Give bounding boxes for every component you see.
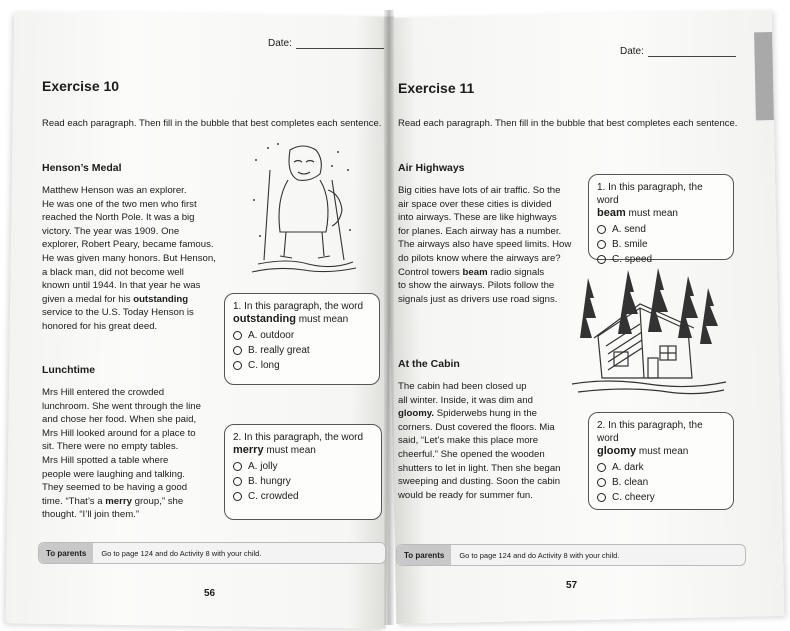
option-label: A. jolly (248, 461, 278, 472)
text-line: would be ready for summer fun. (398, 489, 533, 501)
to-parents-text: Go to page 124 and do Activity 8 with your child. (459, 550, 620, 560)
bold-vocab-word: merry (105, 495, 132, 507)
bold-vocab-word: outstanding (133, 293, 189, 305)
question-prompt: 1. In this paragraph, the word (597, 182, 703, 206)
answer-bubble[interactable] (597, 255, 606, 264)
answer-bubble[interactable] (597, 463, 606, 472)
exercise-title-left: Exercise 10 (42, 78, 120, 94)
paragraph-lunchtime (42, 386, 232, 522)
text-fragment: Spiderwebs hung in the (436, 408, 538, 420)
text-line: He was given many honors. But Henson, (42, 252, 216, 264)
text-line: Mrs Hill looked around for a place to (42, 427, 196, 439)
option-label: B. clean (612, 477, 649, 488)
section-heading-at-the-cabin: At the Cabin (398, 358, 460, 370)
text-line: honored for his great deed. (42, 320, 158, 332)
vocab-word: merry (233, 444, 264, 456)
text-line: a black man, did not become well (42, 266, 184, 278)
text-line: and chose her food. When she paid, (42, 414, 197, 426)
date-line[interactable] (296, 38, 384, 49)
page-number-right: 57 (566, 580, 578, 591)
date-label: Date: (268, 38, 292, 49)
answer-option-c[interactable] (233, 491, 373, 502)
text-line: signals just as drivers use road signs. (398, 293, 558, 305)
section-heading-hensons-medal: Henson’s Medal (42, 162, 122, 174)
page-number-left: 56 (204, 588, 216, 599)
text-line: for planes. Each airway has a number. (398, 225, 562, 237)
text-line: do pilots know where the airways are? (398, 252, 561, 264)
text-line: thought. “I’ll join them.” (42, 509, 140, 521)
paragraph-air-highways (398, 184, 588, 306)
option-label: B. hungry (248, 476, 291, 487)
text-line (42, 495, 232, 509)
text-line: Mrs Hill entered the crowded (42, 387, 165, 398)
text-line: They seemed to be having a good (42, 482, 188, 494)
answer-bubble[interactable] (233, 361, 242, 370)
answer-option-b[interactable] (233, 476, 373, 487)
text-line: The cabin had been closed up (398, 381, 527, 392)
question-prompt: 2. In this paragraph, the word (597, 420, 703, 444)
answer-bubble[interactable] (597, 225, 606, 234)
answer-option-c[interactable] (597, 254, 725, 265)
question-box-2-left (224, 424, 382, 520)
exercise-title-right: Exercise 11 (398, 80, 475, 96)
answer-bubble[interactable] (597, 493, 606, 502)
option-label: C. long (248, 360, 280, 371)
option-label: A. send (612, 224, 646, 235)
answer-bubble[interactable] (597, 240, 606, 249)
to-parents-bar-right (396, 544, 746, 566)
to-parents-text: Go to page 124 and do Activity 8 with your child. (101, 548, 262, 558)
text-fragment: time. “That’s a (42, 495, 103, 507)
text-line: The airways also have speed limits. How (398, 239, 572, 251)
question-box-1-left (224, 293, 380, 385)
text-fragment: group,” she (134, 495, 184, 507)
question-suffix: must mean (628, 208, 678, 219)
answer-bubble[interactable] (597, 478, 606, 487)
answer-bubble[interactable] (233, 477, 242, 486)
text-line: Mrs Hill spotted a table where (42, 454, 169, 466)
text-line: to show the airways. Pilots follow the (398, 280, 555, 292)
paragraph-at-the-cabin (398, 380, 594, 502)
text-line: shutters to let in light. Then she began (398, 462, 561, 474)
page-edge-tab (754, 32, 774, 120)
text-line: sit. There were no empty tables. (42, 441, 179, 453)
text-fragment: radio signals (490, 266, 545, 278)
text-line (398, 266, 588, 280)
question-suffix: must mean (298, 314, 349, 325)
answer-bubble[interactable] (233, 331, 242, 340)
option-label: C. cheery (612, 492, 655, 503)
vocab-word: outstanding (233, 313, 296, 325)
instructions-right: Read each paragraph. Then fill in the bubble that best completes each sentence. (398, 118, 738, 129)
text-line: cheerful.” She opened the wooden (398, 448, 545, 460)
text-line: into airways. These are like highways (398, 212, 557, 224)
question-line (597, 207, 725, 220)
explorer-illustration (248, 140, 358, 275)
text-fragment: Control towers (398, 266, 460, 278)
date-label: Date: (620, 46, 644, 57)
date-line[interactable] (648, 46, 736, 57)
answer-option-a[interactable] (597, 462, 725, 473)
text-line: all winter. Inside, it was dim and (398, 394, 533, 406)
section-heading-air-highways: Air Highways (398, 162, 465, 174)
question-line (597, 445, 725, 458)
text-line: Matthew Henson was an explorer. (42, 185, 187, 196)
text-line: sweeping and dusting. Soon the cabin (398, 476, 561, 488)
question-box-2-right (588, 412, 734, 510)
text-line: explorer, Robert Peary, became famous. (42, 239, 214, 251)
answer-bubble[interactable] (233, 462, 242, 471)
answer-option-a[interactable] (597, 224, 725, 235)
vocab-word: beam (597, 207, 626, 219)
answer-option-c[interactable] (597, 492, 725, 503)
text-line: lunchroom. She went through the line (42, 400, 201, 412)
answer-bubble[interactable] (233, 346, 242, 355)
option-label: B. really great (248, 345, 310, 356)
to-parents-bar-left (38, 542, 386, 564)
text-line: victory. The year was 1909. One (42, 225, 180, 237)
instructions-left: Read each paragraph. Then fill in the bubble that best completes each sentence. (42, 118, 382, 129)
answer-option-c[interactable] (233, 360, 371, 371)
question-line (233, 444, 373, 457)
to-parents-tag: To parents (39, 543, 93, 563)
text-line: service to the U.S. Today Henson is (42, 307, 194, 319)
answer-option-b[interactable] (597, 477, 725, 488)
text-line: corners. Dust covered the floors. Mia (398, 421, 555, 433)
answer-option-a[interactable] (233, 330, 371, 341)
question-prompt: 2. In this paragraph, the word (233, 432, 364, 443)
question-line (233, 313, 371, 326)
text-line: said, “Let’s make this place more (398, 435, 539, 447)
question-prompt: 1. In this paragraph, the word (233, 301, 364, 312)
date-field-right[interactable] (620, 46, 736, 57)
text-line: air space over these cities is divided (398, 198, 552, 210)
book-gutter (384, 10, 394, 625)
text-line: Big cities have lots of air traffic. So the (398, 185, 561, 196)
question-box-1-right (588, 174, 734, 265)
text-line (42, 293, 242, 307)
option-label: C. crowded (248, 491, 299, 502)
text-line: reached the North Pole. It was a big (42, 212, 195, 224)
option-label: A. outdoor (248, 330, 295, 341)
date-field-left[interactable] (268, 38, 384, 49)
text-line (398, 407, 594, 421)
text-fragment: given a medal for his (42, 293, 131, 305)
bold-vocab-word: beam (462, 266, 488, 278)
to-parents-tag: To parents (397, 545, 451, 565)
option-label: C. speed (612, 254, 653, 265)
vocab-word: gloomy (597, 445, 637, 457)
answer-option-b[interactable] (233, 345, 371, 356)
paragraph-hensons-medal (42, 184, 242, 334)
answer-option-b[interactable] (597, 239, 725, 250)
text-line: He was one of the two men who first (42, 198, 197, 210)
answer-bubble[interactable] (233, 492, 242, 501)
answer-option-a[interactable] (233, 461, 373, 472)
option-label: A. dark (612, 462, 644, 473)
cabin-illustration (568, 268, 728, 398)
text-line: people were laughing and talking. (42, 468, 185, 480)
text-line: known until 1944. In that year he was (42, 280, 201, 292)
bold-vocab-word: gloomy. (398, 408, 435, 420)
option-label: B. smile (612, 239, 648, 250)
question-suffix: must mean (266, 445, 316, 456)
section-heading-lunchtime: Lunchtime (42, 364, 96, 376)
question-suffix: must mean (638, 446, 689, 457)
